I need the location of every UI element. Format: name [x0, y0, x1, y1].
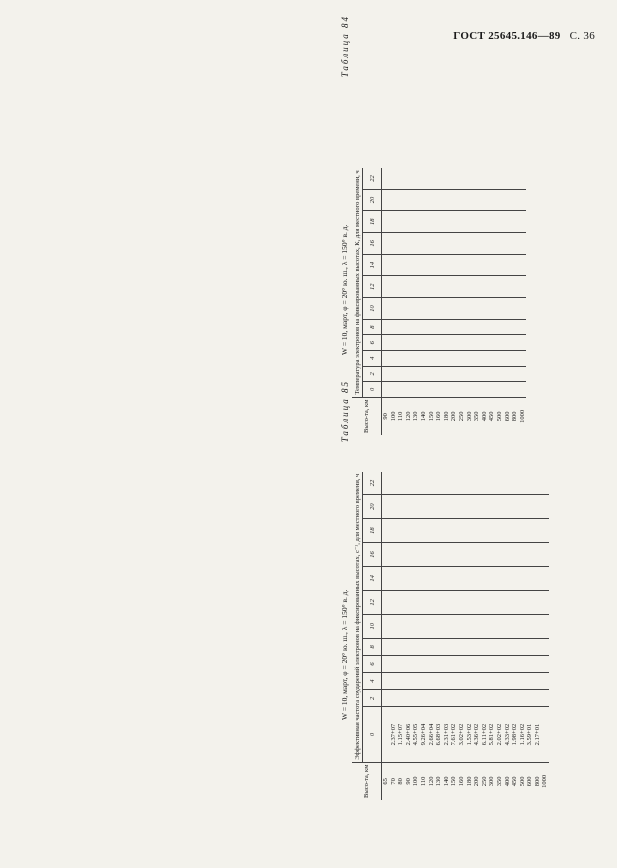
data-column — [382, 276, 527, 298]
gost-number: ГОСТ 25645.146—89 — [453, 30, 561, 42]
table-condition: W = 10, март, φ = 20° ю. ш., λ = 150° в. д. — [340, 224, 349, 355]
height-value: 70 — [389, 778, 397, 785]
table-condition: W = 10, март, φ = 20° ю. ш., λ = 150° в. д. — [340, 589, 349, 720]
height-value: 1000 — [518, 409, 526, 423]
height-column — [382, 762, 550, 800]
cell-value: 4.33+02 — [503, 723, 511, 746]
hour-header: 4 — [363, 673, 382, 690]
hour-header: 4 — [363, 350, 382, 366]
cell-value: 2.37+07 — [389, 723, 397, 746]
height-value: 600 — [503, 411, 511, 422]
height-value: 140 — [419, 411, 427, 422]
data-column — [382, 254, 527, 276]
height-value: 100 — [412, 776, 420, 787]
data-column — [382, 655, 550, 672]
cell-value: 4.36+02 — [473, 723, 481, 746]
height-value: 110 — [397, 411, 405, 422]
data-column — [382, 168, 527, 189]
data-column — [382, 543, 550, 567]
cell-value: 1.16+02 — [518, 723, 526, 746]
height-value: 200 — [450, 411, 458, 422]
height-value: 90 — [382, 413, 389, 420]
table-84-block — [340, 15, 540, 435]
height-value: 160 — [457, 776, 465, 787]
table-caption: Температура электронов на фиксированных высотах, К, для местного времени, ч — [352, 168, 363, 397]
height-value: 500 — [495, 411, 503, 422]
cell-value: 3.59+01 — [526, 723, 534, 746]
cell-value: 2.31+03 — [442, 723, 450, 746]
data-column — [382, 335, 527, 351]
collision-frequency-table — [352, 472, 549, 800]
height-value: 1000 — [541, 774, 549, 788]
hour-header: 2 — [363, 690, 382, 707]
table-caption: Эффективная частота соударений электронов на фиксированных высотах, с⁻¹, для местного времени, ч — [352, 472, 363, 762]
data-column — [382, 298, 527, 320]
height-value: 90 — [404, 778, 412, 785]
data-column — [382, 690, 550, 707]
cell-value: 2.02+02 — [495, 723, 503, 746]
height-value: 450 — [511, 776, 519, 787]
height-value: 150 — [450, 776, 458, 787]
cell-value: 4.55+05 — [412, 723, 420, 746]
height-value: 300 — [465, 411, 473, 422]
height-value: 160 — [435, 411, 443, 422]
cell-value: 2.17+01 — [533, 723, 541, 746]
hour-header: 10 — [363, 614, 382, 638]
height-value: 600 — [526, 776, 534, 787]
data-column — [382, 614, 550, 638]
data-column — [382, 472, 550, 495]
data-column — [382, 590, 550, 614]
height-value: 800 — [533, 776, 541, 787]
height-value: 500 — [518, 776, 526, 787]
hour-header: 6 — [363, 335, 382, 351]
cell-value: 1.98+02 — [511, 723, 519, 746]
height-value: 350 — [495, 776, 503, 787]
hour-header: 14 — [363, 254, 382, 276]
hour-header: 12 — [363, 276, 382, 298]
height-value: 130 — [435, 776, 443, 787]
height-value: 80 — [397, 778, 405, 785]
hour-header: 0 — [363, 382, 382, 398]
height-value: 130 — [412, 411, 420, 422]
hour-header: 18 — [363, 211, 382, 233]
height-value: 400 — [480, 411, 488, 422]
hour-header: 20 — [363, 495, 382, 519]
data-column — [382, 211, 527, 233]
hour-header: 10 — [363, 298, 382, 320]
data-column — [382, 495, 550, 519]
table-85-block — [340, 380, 549, 800]
page-number: С. 36 — [569, 30, 595, 42]
cell-value: 6.68+03 — [435, 723, 443, 746]
height-value: 120 — [427, 776, 435, 787]
height-value: 300 — [488, 776, 496, 787]
cell-value: 1.15+07 — [397, 723, 405, 746]
cell-value: 2.40+06 — [404, 723, 412, 746]
data-column — [382, 638, 550, 655]
height-value: 800 — [511, 411, 519, 422]
hour-header: 22 — [363, 472, 382, 495]
height-value: 180 — [465, 776, 473, 787]
cell-value: 6.11+02 — [480, 723, 488, 746]
hour-header: 8 — [363, 638, 382, 655]
cell-value: 5.81+02 — [488, 723, 496, 746]
height-value: 350 — [473, 411, 481, 422]
height-value: 120 — [404, 411, 412, 422]
height-value: 200 — [473, 776, 481, 787]
data-column — [382, 319, 527, 335]
hour-header: 16 — [363, 233, 382, 255]
hour-header: 12 — [363, 590, 382, 614]
height-value: 110 — [419, 776, 427, 787]
hour-header: 6 — [363, 655, 382, 672]
cell-value: 1.53+02 — [465, 723, 473, 746]
cell-value: 9.26+04 — [419, 723, 427, 746]
height-value: 150 — [427, 411, 435, 422]
data-column — [382, 189, 527, 211]
hour-header: 20 — [363, 189, 382, 211]
data-column — [382, 707, 550, 762]
height-header: Высо-та, км — [352, 762, 382, 800]
cell-value: 2.66+04 — [427, 723, 435, 746]
height-value: 180 — [442, 411, 450, 422]
height-value: 140 — [442, 776, 450, 787]
data-column — [382, 233, 527, 255]
height-value: 250 — [457, 411, 465, 422]
height-value: 250 — [480, 776, 488, 787]
data-column — [382, 519, 550, 543]
hour-header: 18 — [363, 519, 382, 543]
hour-header: 14 — [363, 566, 382, 590]
data-column — [382, 673, 550, 690]
hour-header: 0 — [363, 707, 382, 762]
hour-header: 22 — [363, 168, 382, 189]
table-title: Таблица 85 — [340, 380, 350, 443]
height-header: Высо-та, км — [352, 397, 382, 435]
table-title: Таблица 84 — [340, 15, 350, 78]
hour-header: 8 — [363, 319, 382, 335]
data-column — [382, 350, 527, 366]
hour-header: 16 — [363, 543, 382, 567]
cell-value: 7.61+02 — [450, 723, 458, 746]
cell-value: 3.02+02 — [457, 723, 465, 746]
hour-header: 2 — [363, 366, 382, 382]
height-value: 400 — [503, 776, 511, 787]
height-value: 65 — [382, 778, 389, 785]
height-value: 100 — [389, 411, 397, 422]
height-value: 450 — [488, 411, 496, 422]
data-column — [382, 566, 550, 590]
